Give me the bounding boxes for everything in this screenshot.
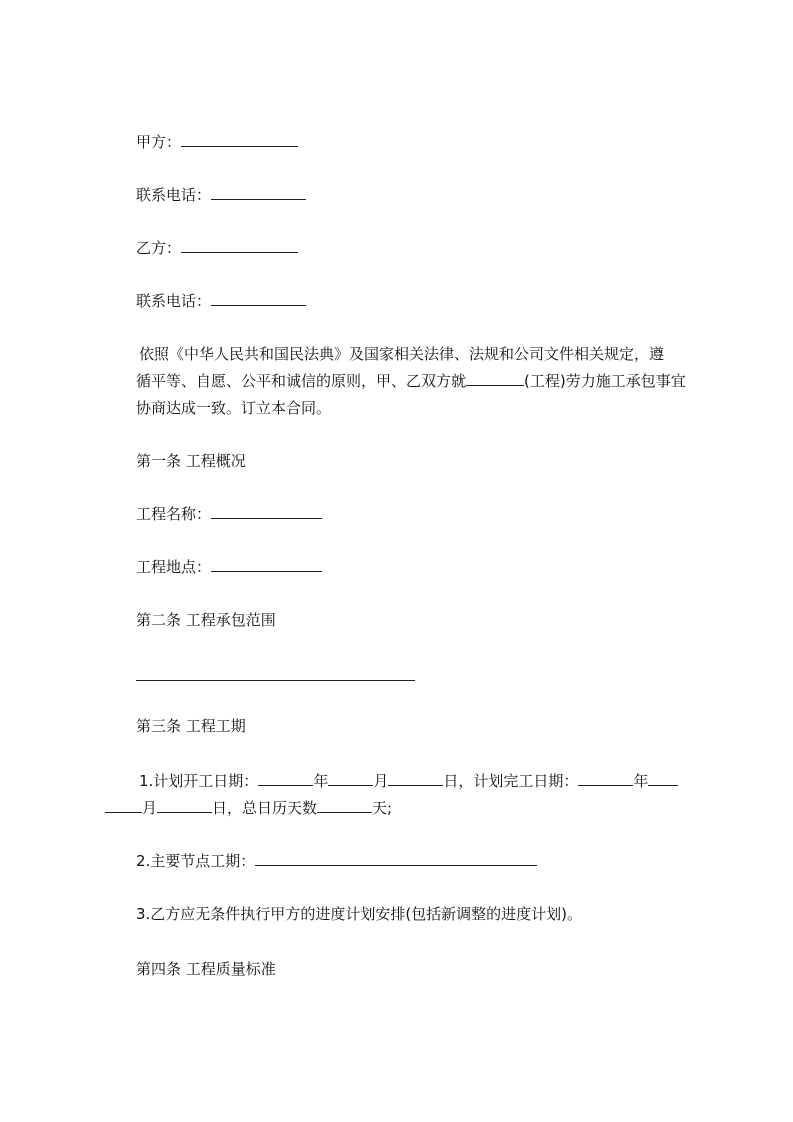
start-day-unit: 日 [443,772,459,790]
party-b-phone-blank[interactable] [211,292,306,306]
start-year-unit: 年 [313,772,329,790]
preamble-line-2 [136,372,686,390]
party-b-blank[interactable] [181,239,298,253]
project-blank[interactable] [466,372,524,386]
party-b-phone-line [136,292,306,310]
article-4-title: 第四条 工程质量标准 [136,960,276,978]
project-name-blank[interactable] [211,505,322,519]
end-year-unit: 年 [633,772,649,790]
end-year-blank[interactable] [578,772,633,786]
project-name-label: 工程名称： [136,505,212,523]
party-a-phone-blank[interactable] [211,186,306,200]
end-day-blank[interactable] [157,799,212,813]
total-days-label: ，总日历天数 [227,799,318,817]
milestone-label: 2.主要节点工期： [136,852,256,870]
schedule-line-2 [105,799,392,817]
milestone-line [136,852,537,870]
preamble-line-2-a: 循平等、自愿、公平和诚信的原则，甲、乙双方就 [136,372,467,390]
article-1-title: 第一条 工程概况 [136,452,246,470]
article-3-title: 第三条 工程工期 [136,717,246,735]
start-month-unit: 月 [373,772,389,790]
end-month-unit: 月 [142,799,158,817]
start-year-blank[interactable] [258,772,313,786]
start-day-blank[interactable] [388,772,443,786]
party-b-phone-label: 联系电话： [136,292,212,310]
preamble-line-1: 依照《中华人民共和国民法典》及国家相关法律、法规和公司文件相关规定，遵 [139,345,665,363]
party-a-line [136,133,298,151]
project-location-blank[interactable] [211,558,322,572]
project-name-line [136,505,322,523]
preamble-line-2-b: (工程)劳力施工承包事宜 [524,372,686,390]
schedule-line-1 [139,772,678,790]
article-2-title: 第二条 工程承包范围 [136,611,276,629]
party-b-label: 乙方： [136,239,182,257]
project-location-line [136,558,322,576]
preamble-line-3: 协商达成一致。订立本合同。 [136,399,332,417]
start-month-blank[interactable] [328,772,373,786]
scope-blank[interactable] [136,680,415,681]
project-location-label: 工程地点： [136,558,212,576]
end-date-label: ，计划完工日期： [458,772,579,790]
end-month-blank-part2[interactable] [105,799,142,813]
end-day-unit: 日 [212,799,228,817]
party-b-line [136,239,298,257]
end-month-blank-part1[interactable] [648,772,678,786]
party-a-label: 甲方： [136,133,182,151]
party-a-blank[interactable] [181,133,298,147]
party-a-phone-line [136,186,306,204]
total-days-unit: 天; [372,799,393,817]
milestone-blank[interactable] [255,852,537,866]
total-days-blank[interactable] [317,799,372,813]
schedule-item-3: 3.乙方应无条件执行甲方的进度计划安排(包括新调整的进度计划)。 [136,905,583,923]
start-date-label: 1.计划开工日期： [139,772,259,790]
party-a-phone-label: 联系电话： [136,186,212,204]
